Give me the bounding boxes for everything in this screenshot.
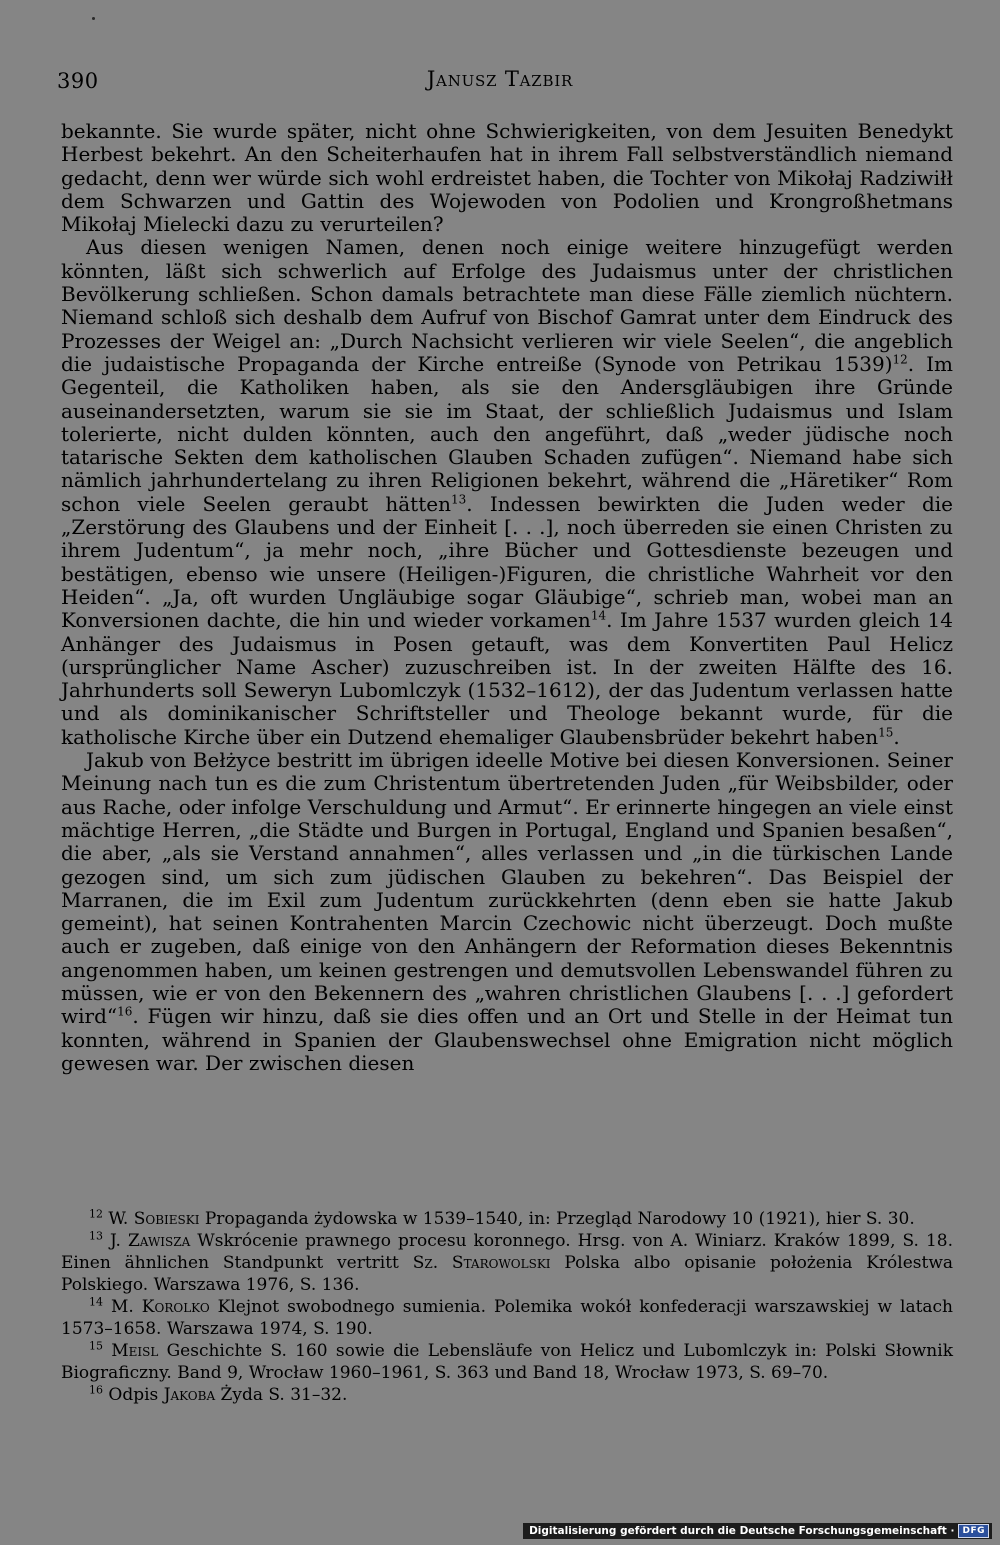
footnote-text: Żyda S. 31–32. <box>215 1385 348 1405</box>
paragraph-3-part-b: . Fügen wir hinzu, daß sie dies offen und an Ort und Stelle in der Heimat tun konnten, während in Spanien der Glaubenswechsel ohne Emigration nicht möglich gewesen war. Der zwischen diesen <box>61 1004 953 1075</box>
running-head: Janusz Tazbir <box>426 67 574 91</box>
footnote-16 <box>61 1384 953 1406</box>
footnote-number: 16 <box>89 1383 103 1397</box>
footnote-text: Wskrócenie prawnego procesu koronnego. Hrsg. von A. Winiarz. Kraków 1899, S. 18. Einen ähnlichen Standpunkt vertritt <box>61 1231 954 1273</box>
footnote-author-2: Sz. Starowolski <box>412 1253 551 1273</box>
footnote-text: Geschichte S. 160 sowie die Lebensläufe von Helicz und Lubomlczyk in: Polski Słownik Biograficzny. Band 9, Wrocław 1960–1961, S. 363 und Band 18, Wrocław 1973, S. 69–70. <box>61 1341 953 1383</box>
paragraph-3 <box>61 749 953 1075</box>
footnote-number: 12 <box>89 1207 103 1221</box>
footnote-text: Propaganda żydowska w 1539–1540, in: Przegląd Narodowy 10 (1921), hier S. 30. <box>199 1209 915 1229</box>
paragraph-2-part-b: . Im Gegenteil, die Katholiken haben, als sie den Andersgläubigen ihre Gründe auseinandersetzten, warum sie sie im Staat, der schließlich Judaismus und Islam tolerierte, nicht dulden könnten, auch den angeführt, daß „weder jüdische noch tatarische Sekten dem katholischen Glauben Schaden zufügen“. Niemand habe sich nämlich jahrhundertelang zu ihren Religionen bekehrt, während die „Häretiker“ Rom schon viele Seelen geraubt hätten <box>61 351 953 516</box>
footnote-12 <box>61 1208 953 1230</box>
footnote-text-2: Polska albo opisanie położenia Królestwa Polskiego. Warszawa 1976, S. 136. <box>61 1253 954 1295</box>
footnote-author: Meisl <box>111 1341 159 1361</box>
paragraph-2-part-a: Aus diesen wenigen Namen, denen noch einige weitere hinzugefügt werden könnten, läßt sich schwerlich auf Erfolge des Judaismus unter der christlichen Bevölkerung schließen. Schon damals betrachtete man diese Fälle ziemlich nüchtern. Niemand schloß sich deshalb dem Aufruf von Bischof Gamrat unter dem Eindruck des Prozesses der Weigel an: „Durch Nachsicht verlieren wir viele Seelen“, die angeblich die judaistische Propaganda der Kirche entreiße (Synode von Petrikau 1539) <box>61 235 953 376</box>
footnote-ref-16: 16 <box>117 1004 133 1019</box>
footnote-number: 15 <box>89 1339 103 1353</box>
footnote-number: 14 <box>89 1295 103 1309</box>
paragraph-1-text: bekannte. Sie wurde später, nicht ohne Schwierigkeiten, von dem Jesuiten Benedykt Herbest bekehrt. An den Scheiterhaufen hat in ihrem Fall selbstverständlich niemand gedacht, denn wer würde sich wohl erdreistet haben, die Tochter von Mikołaj Radziwiłł dem Schwarzen und Gattin des Wojewoden von Podolien und Krongroßhetmans Mikołaj Mielecki dazu zu verurteilen? <box>61 119 953 237</box>
footnote-number: 13 <box>89 1229 103 1243</box>
footnote-author: J. Zawisza <box>110 1231 191 1251</box>
footnote-ref-14: 14 <box>590 608 607 623</box>
footnote-13 <box>61 1230 953 1296</box>
footnote-15 <box>61 1340 953 1384</box>
paragraph-1 <box>61 120 953 236</box>
footnote-ref-13: 13 <box>450 492 467 507</box>
footnote-ref-15: 15 <box>878 725 894 740</box>
paragraph-2-part-d: . Im Jahre 1537 wurden gleich 14 Anhänger des Judaismus in Posen getauft, was dem Konvertiten Paul Helicz (ursprünglicher Name Ascher) zuzuschreiben ist. In der zweiten Hälfte des 16. Jahrhunderts soll Seweryn Lubomlczyk (1532–1612), der das Judentum verlassen hatte und als dominikanischer Schriftsteller und Theologe bekannt wurde, für die katholische Kirche über ein Dutzend ehemaliger Glaubensbrüder bekehrt haben <box>61 608 953 749</box>
credit-text: Digitalisierung gefördert durch die Deutsche Forschungsgemeinschaft · <box>529 1525 955 1537</box>
footnote-ref-12: 12 <box>892 352 908 367</box>
footnote-author: Jakoba <box>163 1385 216 1405</box>
footnote-prefix: Odpis <box>108 1385 164 1405</box>
footnote-author: W. Sobieski <box>108 1209 200 1229</box>
paragraph-3-part-a: Jakub von Bełżyce bestritt im übrigen ideelle Motive bei diesen Konversionen. Seiner Meinung nach tun es die zum Christentum übertretenden Juden „für Weibsbilder, oder aus Rache, oder infolge Verschuldung und Armut“. Er erinnerte hingegen an viele einst mächtige Herren, „die Städte und Burgen in Portugal, England und Spanien besaßen“, die aber, „als sie Verstand annahmen“, alles verlassen und „in die türkischen Lande gezogen sind, um sich zum jüdischen Glauben zu bekehren“. Das Beispiel der Marranen, die im Exil zum Judentum zurückkehrten (denn eben sie hatte Jakub gemeint), hat seinen Kontrahenten Marcin Czechowic nicht überzeugt. Doch mußte auch er zugeben, daß einige von den Anhängern der Reformation dieses Bekenntnis angenommen haben, um keinen gestrengen und demutsvollen Lebenswandel führen zu müssen, wie er von den Bekennern des „wahren christlichen Glaubens [. . .] gefordert wird“ <box>61 748 953 1029</box>
paragraph-2 <box>61 236 953 749</box>
footnote-14 <box>61 1296 953 1340</box>
body-text <box>61 120 953 1075</box>
digitization-credit-bar <box>523 1523 992 1539</box>
dfg-logo: DFG <box>958 1524 989 1538</box>
footnotes <box>61 1208 953 1406</box>
paragraph-2-part-e: . <box>893 724 900 749</box>
scan-speck <box>92 17 95 20</box>
paragraph-2-part-c: . Indessen bewirkten die Juden weder die „Zerstörung des Glaubens und der Einheit [. . .], noch überreden sie einen Christen zu ihrem Judentum“, ja mehr noch, „ihre Bücher und Gottesdienste bezeugen und bestätigen, ebenso wie unsere (Heiligen-)Figuren, die christliche Wahrheit vor den Heiden“. „Ja, oft wurden Ungläubige sogar Gläubige“, schrieb man, wobei man an Konversionen dachte, die hin und wieder vorkamen <box>61 491 953 633</box>
page-number: 390 <box>57 69 99 93</box>
footnote-text: Klejnot swobodnego sumienia. Polemika wokół konfederacji warszawskiej w latach 1573–1658. Warszawa 1974, S. 190. <box>61 1297 954 1339</box>
footnote-author: M. Korolko <box>111 1297 210 1317</box>
